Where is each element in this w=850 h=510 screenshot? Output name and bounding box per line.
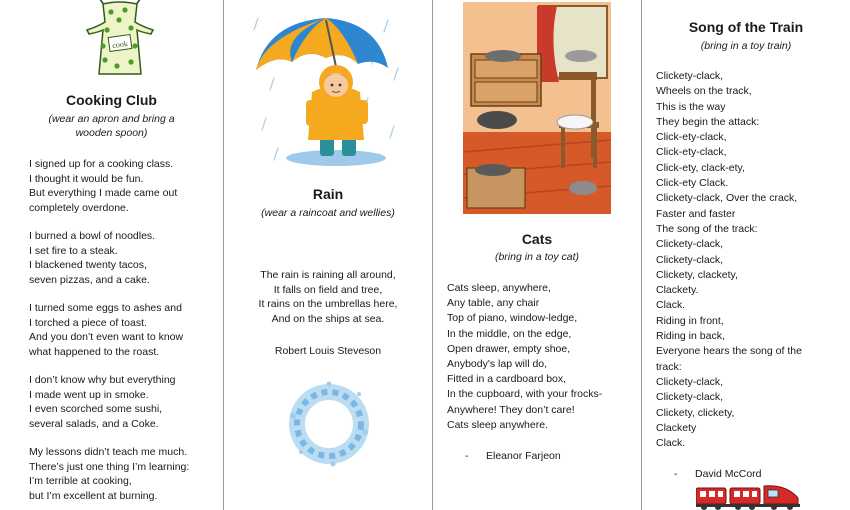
poem-line: The song of the track: <box>656 222 758 235</box>
poem-line: Fitted in a cardboard box, <box>447 373 567 386</box>
poem-line: There’s just one thing I’m learning: <box>29 460 190 473</box>
rain-title: Rain <box>312 186 344 202</box>
poem-line: Open drawer, empty shoe, <box>447 342 571 355</box>
poem-line: Cats sleep, anywhere, <box>447 282 551 294</box>
cats-poem <box>447 281 602 433</box>
poem-line: This is the way <box>656 100 726 113</box>
poem-line: Clickety-clack, Over the crack, <box>656 192 798 205</box>
poem-line: I turned some eggs to ashes and <box>29 302 182 314</box>
poem-line: Wheels on the track, <box>656 85 752 98</box>
poem-stanza-3 <box>29 301 189 359</box>
poem-line: My lessons didn’t teach me much. <box>29 446 188 458</box>
poem-line: what happened to the roast. <box>29 345 160 358</box>
poem-line: It rains on the umbrellas here, <box>258 298 398 310</box>
cooking-club-subtitle-1: (wear an apron and bring a <box>48 113 175 125</box>
poem-line: But everything I made came out <box>29 187 178 199</box>
poem-line: Clickety-clack, <box>656 391 724 404</box>
poem-stanza-2 <box>29 229 189 287</box>
apron-icon <box>75 0 165 78</box>
poem-line: Clickety-clack, <box>656 70 724 82</box>
poem-line: I set fire to a steak. <box>29 244 118 257</box>
poem-line: I thought it would be fun. <box>29 172 144 185</box>
poem-line: They begin the attack: <box>656 115 760 128</box>
poem-line: Click-ety-clack, <box>656 146 727 159</box>
train-title: Song of the Train <box>688 19 804 35</box>
poem-line: completely overdone. <box>29 201 129 214</box>
cats-author: - Eleanor Farjeon <box>465 450 561 462</box>
train-column <box>642 0 850 510</box>
cats-title: Cats <box>521 231 553 247</box>
poem-line: I don’t know why but everything <box>29 374 176 386</box>
poem-line: Clackety <box>656 421 697 434</box>
train-author: - David McCord <box>674 468 762 480</box>
poem-line: Clickety-clack, <box>656 375 724 388</box>
poem-line: Riding in front, <box>656 314 724 327</box>
poem-line: I signed up for a cooking class. <box>29 158 174 170</box>
rain-subtitle: (wear a raincoat and wellies) <box>261 207 395 219</box>
poem-line: I burned a bowl of noodles. <box>29 230 156 242</box>
train-poem <box>656 69 802 451</box>
poem-line: Clack. <box>656 299 686 312</box>
poem-line: I’m terrible at cooking, <box>29 475 132 487</box>
train-subtitle: (bring in a toy train) <box>700 40 792 52</box>
poem-line: Faster and faster <box>656 207 736 220</box>
cooking-club-poem <box>29 157 189 503</box>
poem-line: Click-ety-clack, <box>656 131 727 144</box>
poem-line: I torched a piece of toast. <box>29 316 147 329</box>
rain-column <box>224 0 432 510</box>
poem-line: several salads, and a Coke. <box>29 417 159 430</box>
cooking-club-subtitle-2: wooden spoon) <box>75 127 148 139</box>
cats-column <box>433 0 641 510</box>
apron-label: cook <box>111 38 129 51</box>
poem-stanza-4 <box>29 373 189 431</box>
poem-line: Clickety-clack, <box>656 253 724 266</box>
poem-line: track: <box>656 360 682 373</box>
poem-line: And you don’t even want to know <box>29 331 184 343</box>
poem-line: Top of piano, window-ledge, <box>447 312 578 325</box>
poem-line: Cats sleep anywhere. <box>447 418 548 431</box>
toy-train-icon <box>696 482 800 510</box>
poem-line: Riding in back, <box>656 330 725 343</box>
poem-line: Click-ety, clack-ety, <box>656 161 745 174</box>
poem-line: I made went up in smoke. <box>29 388 149 401</box>
poem-line: And on the ships at sea. <box>271 312 385 325</box>
poem-line: Clickety, clickety, <box>656 406 735 419</box>
poem-line: I even scorched some sushi, <box>29 403 163 415</box>
poem-line: Clickety-clack, <box>656 238 724 251</box>
rain-author: Robert Louis Steveson <box>274 345 382 357</box>
poem-stanza-1 <box>29 157 189 215</box>
rain-poem <box>224 268 432 326</box>
poem-line: seven pizzas, and a cake. <box>29 273 150 286</box>
water-ring-icon <box>281 376 377 472</box>
poem-line: I blackened twenty tacos, <box>29 259 147 271</box>
poem-line: Clickety, clackety, <box>656 268 738 281</box>
cooking-club-title: Cooking Club <box>66 92 157 108</box>
poem-line: Anywhere! They don’t care! <box>447 403 575 416</box>
poem-line: Everyone hears the song of the <box>656 345 802 358</box>
poem-line: In the middle, on the edge, <box>447 327 572 340</box>
poem-line: Clackety. <box>656 284 699 297</box>
poem-line: The rain is raining all around, <box>260 269 396 281</box>
cats-subtitle: (bring in a toy cat) <box>494 251 580 263</box>
poem-line: Click-ety Clack. <box>656 177 729 190</box>
cooking-club-column <box>0 0 223 510</box>
child-with-umbrella-illustration <box>248 8 408 168</box>
poem-stanza-5 <box>29 445 189 503</box>
poem-line: Clack. <box>656 437 686 450</box>
sleeping-cats-illustration <box>463 2 611 214</box>
poem-line: Anybody's lap will do, <box>447 358 548 371</box>
poem-line: It falls on field and tree, <box>273 283 383 296</box>
poem-line: Any table, any chair <box>447 297 540 310</box>
poem-line: In the cupboard, with your frocks- <box>447 388 603 401</box>
poem-line: but I’m excellent at burning. <box>29 489 158 502</box>
